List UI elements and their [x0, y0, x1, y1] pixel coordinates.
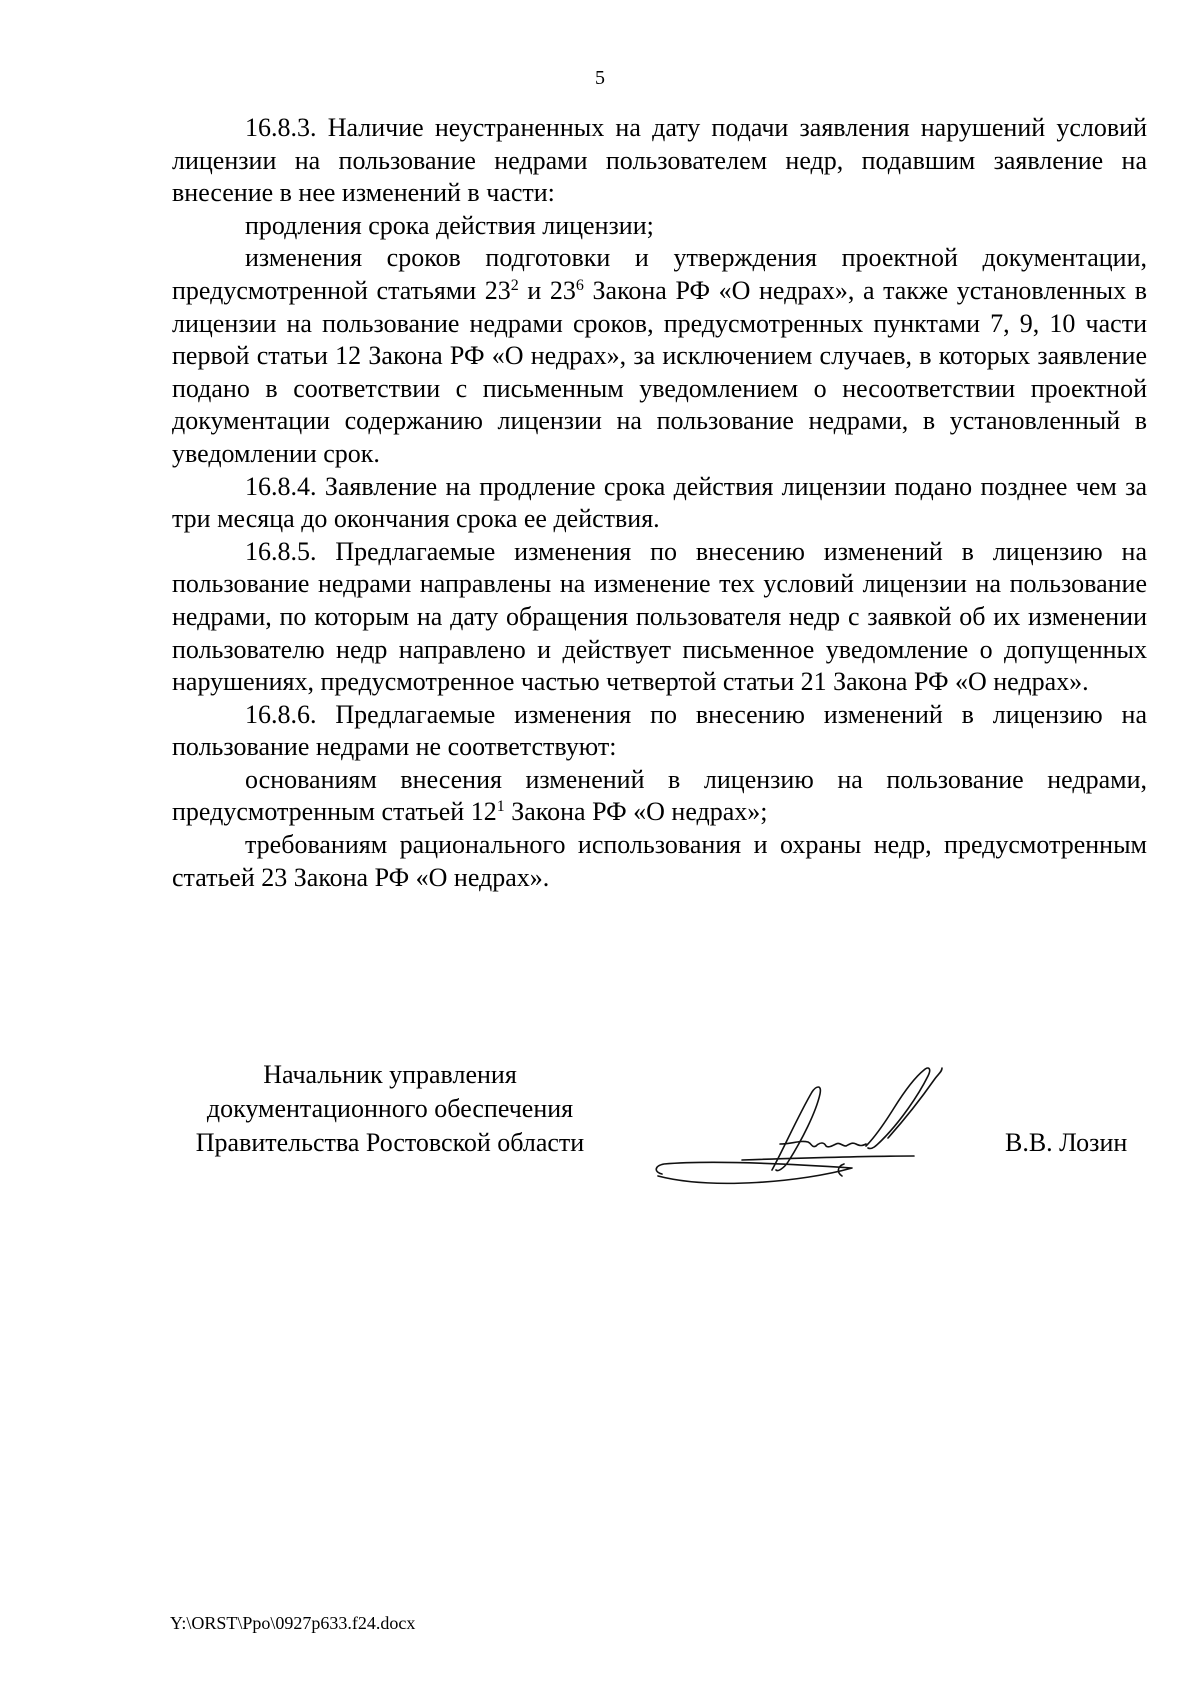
- clause-text: Наличие неустраненных на дату подачи заявления нарушений условий лицензии на пользование недрами пользователем недр, подавшим заявление на внесение в нее изменений в части:: [172, 113, 1147, 208]
- sub-item-text-part1: изменения сроков подготовки и утверждения проектной документации, предусмотренной статьями 23: [172, 243, 1147, 305]
- sub-item-text: продления срока действия лицензии;: [245, 210, 654, 240]
- clause-number: 16.8.6.: [245, 699, 317, 729]
- clause-number: 16.8.4.: [245, 471, 317, 501]
- sub-item-text-part3: Закона РФ «О недрах», а также установленных в лицензии на пользование недрами сроков, предусмотренных пунктами 7, 9, 10 части первой статьи 12 Закона РФ «О недрах», за исключением случаев, в которых заявление подано в соответствии с письменным уведомлением о несоответствии проектной документации содержанию лицензии на пользование недрами, в установленный в уведомлении срок.: [172, 275, 1148, 468]
- position-line: Правительства Ростовской области: [195, 1128, 585, 1157]
- document-file-path: Y:\ORST\Ppo\0927p633.f24.docx: [170, 1613, 416, 1633]
- sub-item-license-extension: [172, 210, 1147, 243]
- clause-text: Заявление на продление срока действия лицензии подано позднее чем за три месяца до окончания срока ее действия.: [172, 471, 1147, 534]
- clause-16-8-5: [172, 536, 1147, 699]
- sub-item-text-part2: и 23: [518, 275, 576, 305]
- clause-16-8-6: [172, 699, 1147, 764]
- position-line: документационного обеспечения: [206, 1094, 574, 1123]
- clause-number: 16.8.3.: [245, 113, 317, 142]
- clause-text: Предлагаемые изменения по внесению изменений в лицензию на пользование недрами направлены на изменение тех условий лицензии на пользование недрами, по которым на дату обращения пользователя недр с заявкой об их изменении пользователю недр направлено и действует письменное уведомление о допущенных нарушениях, предусмотренное частью четвертой статьи 21 Закона РФ «О недрах».: [172, 536, 1147, 697]
- sub-item-text-part2: Закона РФ «О недрах»;: [504, 797, 768, 827]
- handwritten-signature: [652, 1048, 972, 1198]
- page-number: 5: [595, 67, 605, 89]
- sub-item-text: требованиям рационального использования и охраны недр, предусмотренным статьей 23 Закона РФ «О недрах».: [172, 830, 1147, 892]
- sub-item-article-12-1: [172, 764, 1147, 829]
- signatory-position: [170, 1058, 610, 1160]
- sub-item-rational-use: [172, 829, 1147, 894]
- signature-block: [170, 1058, 1170, 1208]
- sub-item-design-deadlines: [172, 242, 1147, 470]
- superscript-2: 2: [510, 276, 519, 294]
- clause-16-8-4: [172, 471, 1147, 536]
- superscript-1: 1: [496, 798, 505, 816]
- clause-text: Предлагаемые изменения по внесению изменений в лицензию на пользование недрами не соответствуют:: [172, 699, 1147, 762]
- clause-number: 16.8.5.: [245, 536, 317, 566]
- clause-16-8-3: [172, 112, 1147, 210]
- superscript-6: 6: [575, 276, 584, 294]
- document-body: [172, 112, 1147, 894]
- position-line: Начальник управления: [263, 1060, 517, 1089]
- sub-item-text-part1: основаниям внесения изменений в лицензию на пользование недрами, предусмотренным статьей 12: [172, 764, 1147, 827]
- signatory-name: В.В. Лозин: [1005, 1128, 1128, 1157]
